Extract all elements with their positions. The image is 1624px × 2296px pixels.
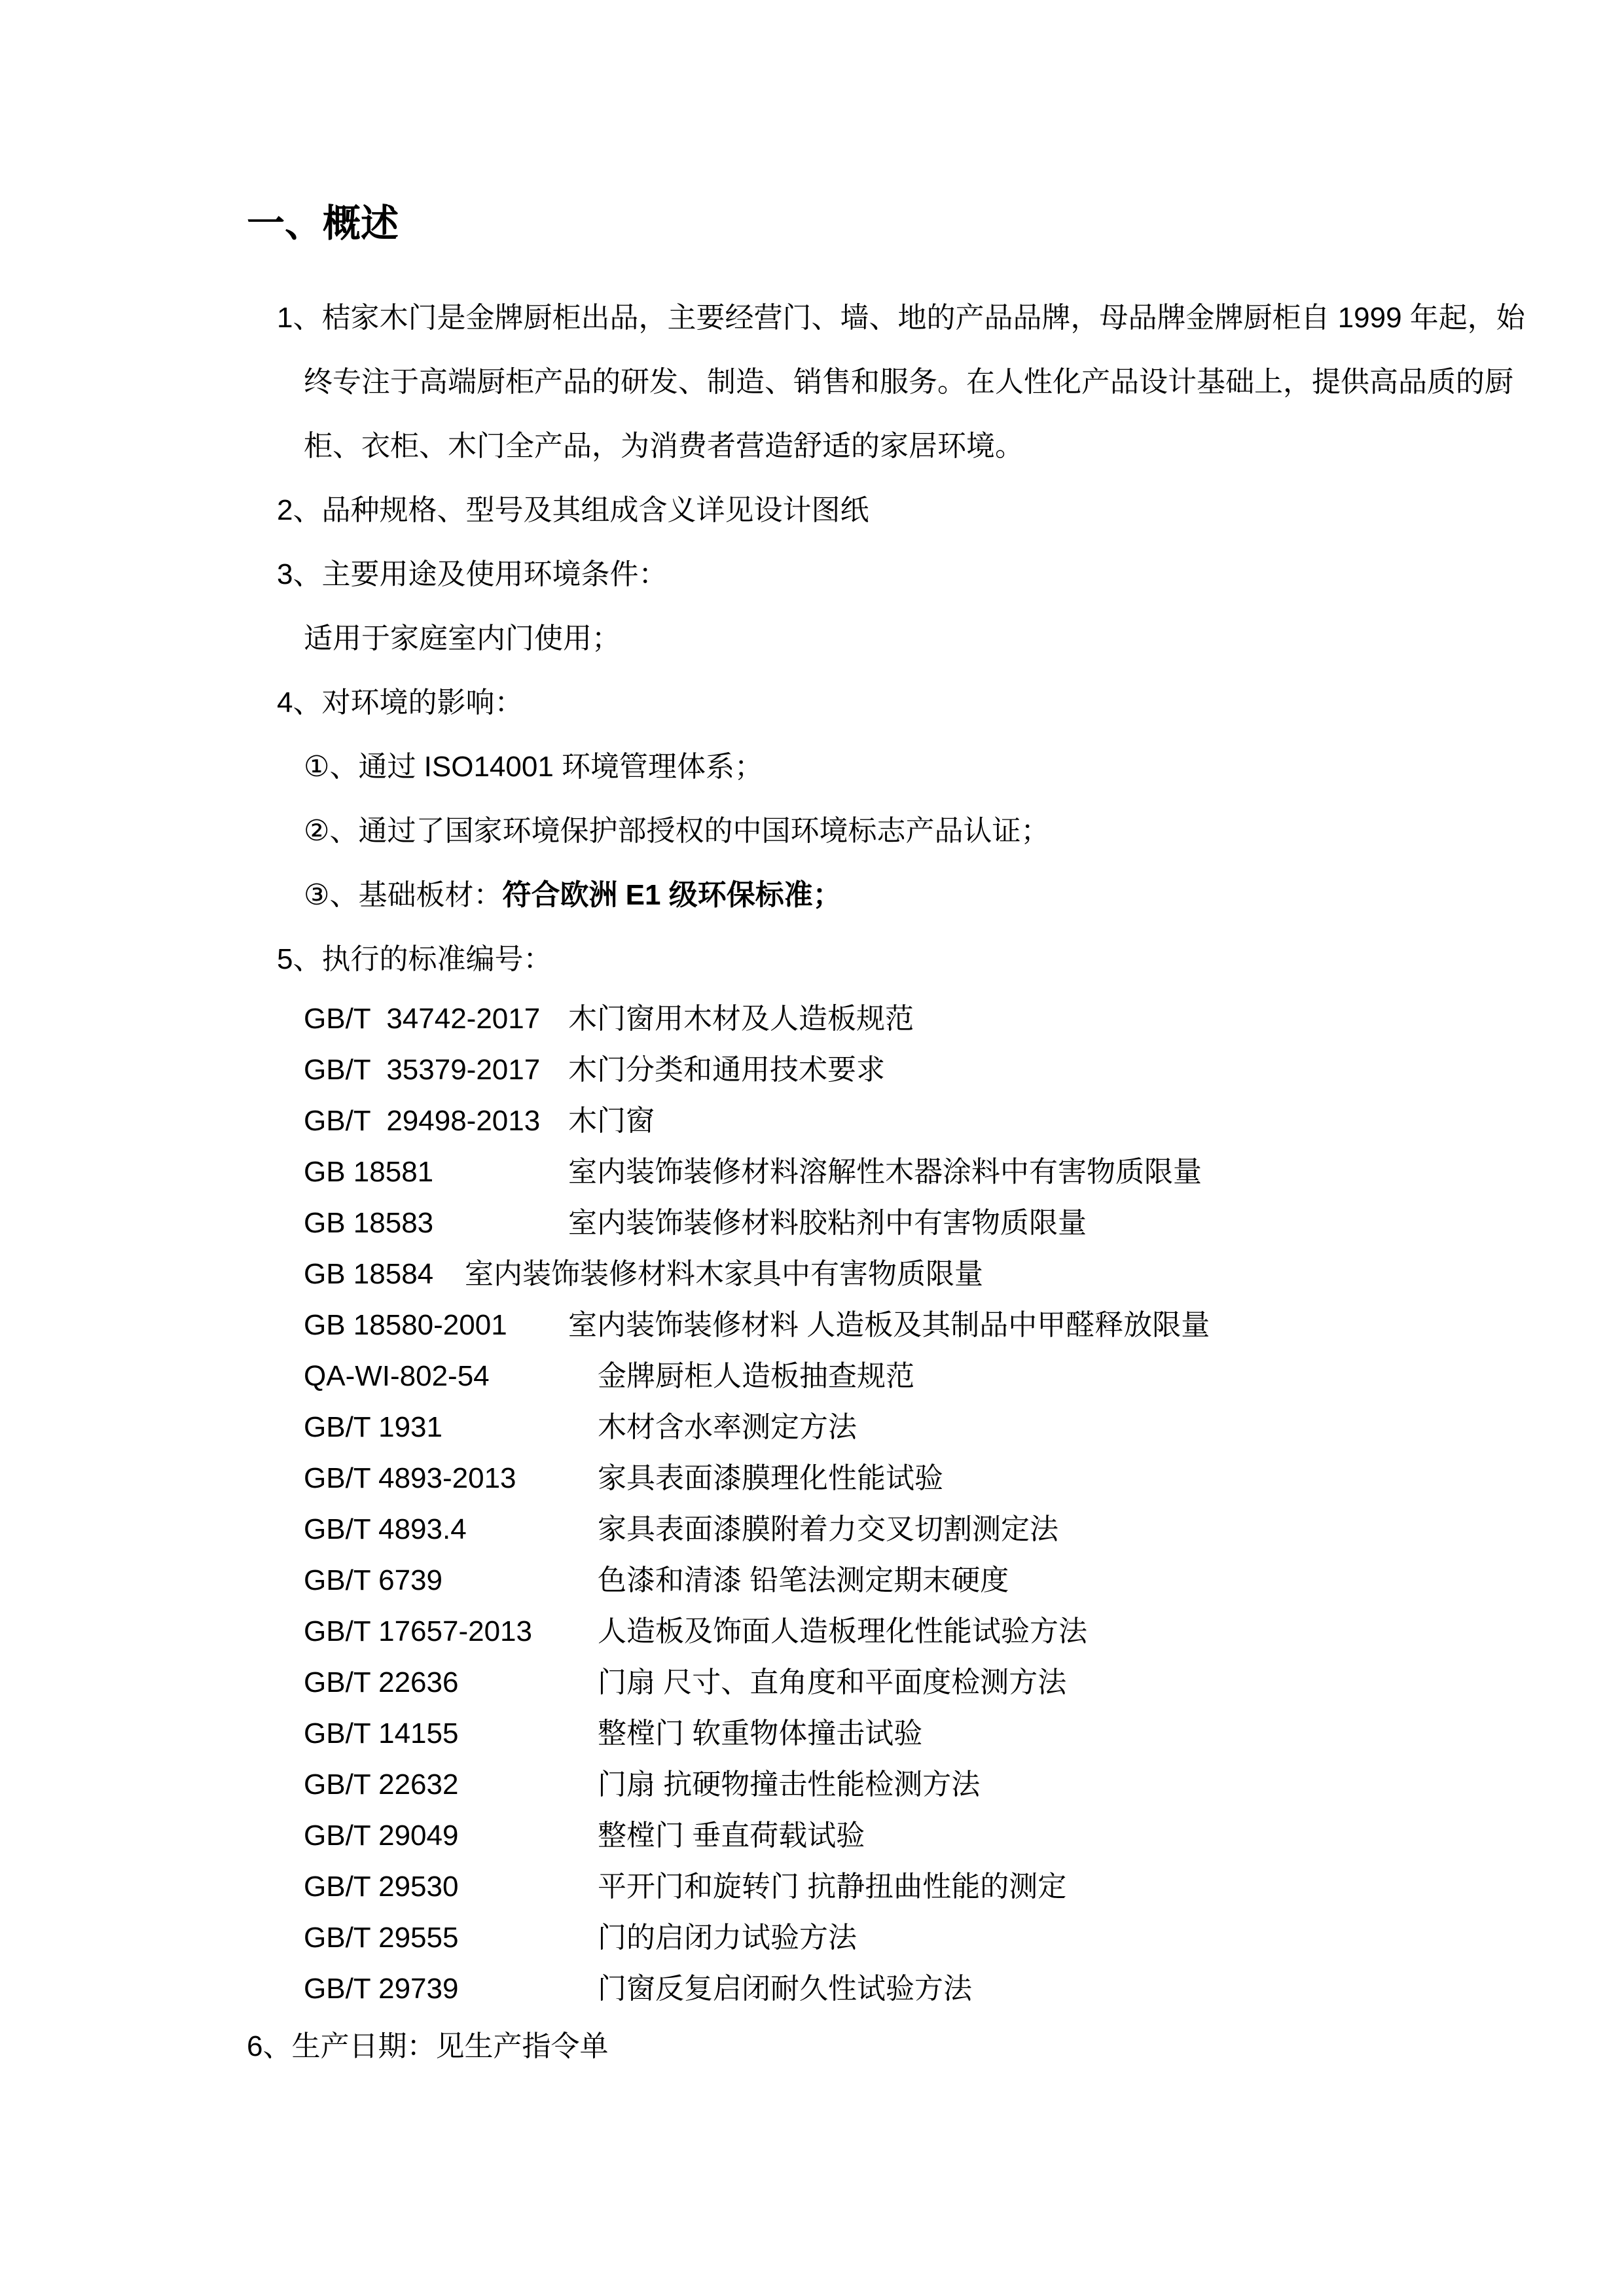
standard-desc: 室内装饰装修材料溶解性木器涂料中有害物质限量	[568, 1156, 1202, 1188]
env-cert-2: ②、通过了国家环境保护部授权的中国环境标志产品认证；	[304, 815, 1050, 847]
standard-desc: 木门窗	[568, 1105, 655, 1137]
standard-code: QA-WI-802-54	[304, 1360, 490, 1392]
standard-desc: 木门窗用木材及人造板规范	[568, 1003, 914, 1035]
standard-code: GB/T 29498-2013	[304, 1105, 541, 1137]
standard-row	[304, 1964, 1624, 2015]
standard-desc: 门的启闭力试验方法	[598, 1922, 857, 1954]
overview-line-1: 1、桔家木门是金牌厨柜出品，主要经营门、墙、地的产品品牌，母品牌金牌厨柜自 1999 年起，始	[277, 302, 1525, 334]
env-cert-3-prefix: ③、基础板材：	[304, 879, 503, 911]
standard-code: GB/T 6739	[304, 1564, 442, 1596]
standard-code: GB/T 35379-2017	[304, 1054, 541, 1086]
standard-desc: 木材含水率测定方法	[598, 1411, 857, 1443]
standard-desc: 室内装饰装修材料 人造板及其制品中甲醛释放限量	[568, 1309, 1210, 1341]
standard-code: GB/T 29530	[304, 1871, 459, 1903]
standard-row	[304, 1198, 1624, 1249]
standard-code: GB/T 4893-2013	[304, 1462, 516, 1494]
standard-row	[304, 1402, 1624, 1453]
standard-row	[304, 1708, 1624, 1759]
standard-desc: 色漆和清漆 铅笔法测定期末硬度	[598, 1564, 1009, 1596]
standard-desc: 门扇 抗硬物撞击性能检测方法	[598, 1768, 981, 1801]
standard-row	[304, 1351, 1624, 1402]
item-3-usage-heading: 3、主要用途及使用环境条件：	[277, 558, 668, 590]
item-6-production-date: 6、生产日期：见生产指令单	[247, 2030, 609, 2062]
standard-code: GB 18583	[304, 1207, 434, 1239]
standard-row	[304, 1861, 1624, 1912]
standard-code: GB/T 14155	[304, 1717, 459, 1749]
env-cert-3-bold: 符合欧洲 E1 级环保标准；	[502, 879, 842, 911]
standard-code: GB 18581	[304, 1156, 434, 1188]
standard-row	[304, 1249, 1624, 1300]
standard-row	[304, 1810, 1624, 1861]
standard-row	[304, 1300, 1624, 1351]
standard-code: GB/T 29049	[304, 1820, 459, 1852]
standard-desc: 门扇 尺寸、直角度和平面度检测方法	[598, 1666, 1067, 1698]
item-2-specs: 2、品种规格、型号及其组成含义详见设计图纸	[277, 494, 869, 526]
standard-code: GB 18580-2001	[304, 1309, 507, 1341]
standard-desc: 平开门和旋转门 抗静扭曲性能的测定	[598, 1871, 1067, 1903]
standard-desc: 整樘门 垂直荷载试验	[598, 1820, 865, 1852]
standard-code: GB/T 1931	[304, 1411, 442, 1443]
standard-desc: 室内装饰装修材料木家具中有害物质限量	[465, 1258, 983, 1290]
standard-code: GB/T 22636	[304, 1666, 459, 1698]
env-cert-3	[304, 863, 1624, 927]
standard-row	[304, 1657, 1624, 1708]
standard-desc: 木门分类和通用技术要求	[568, 1054, 885, 1086]
standards-list	[0, 994, 1624, 2015]
standard-row	[304, 1045, 1624, 1096]
standard-row	[304, 1096, 1624, 1147]
standard-row	[304, 1606, 1624, 1657]
standard-row	[304, 1147, 1624, 1198]
standard-code: GB/T 22632	[304, 1768, 459, 1801]
standard-desc: 整樘门 软重物体撞击试验	[598, 1717, 923, 1749]
standard-code: GB/T 29555	[304, 1922, 459, 1954]
standard-code: GB/T 17657-2013	[304, 1615, 532, 1647]
standard-desc: 室内装饰装修材料胶粘剂中有害物质限量	[568, 1207, 1087, 1239]
standard-desc: 门窗反复启闭耐久性试验方法	[598, 1973, 972, 2005]
item-4-env-heading: 4、对环境的影响：	[277, 687, 524, 719]
env-cert-1: ①、通过 ISO14001 环境管理体系；	[304, 751, 764, 783]
standard-code: GB 18584	[304, 1258, 434, 1290]
item-5-standards-heading: 5、执行的标准编号：	[277, 943, 552, 975]
standard-row	[304, 1453, 1624, 1504]
standard-desc: 金牌厨柜人造板抽查规范	[598, 1360, 914, 1392]
standard-desc: 人造板及饰面人造板理化性能试验方法	[598, 1615, 1087, 1647]
standard-row	[304, 994, 1624, 1045]
standard-desc: 家具表面漆膜理化性能试验	[598, 1462, 943, 1494]
standard-row	[304, 1504, 1624, 1555]
overview-line-2: 终专注于高端厨柜产品的研发、制造、销售和服务。在人性化产品设计基础上，提供高品质的厨	[304, 366, 1513, 398]
standard-code: GB/T 4893.4	[304, 1513, 467, 1545]
standard-code: GB/T 29739	[304, 1973, 459, 2005]
section-title: 一、概述	[247, 202, 399, 245]
standard-row	[304, 1759, 1624, 1810]
standard-row	[304, 1555, 1624, 1606]
standard-row	[304, 1912, 1624, 1964]
standard-code: GB/T 34742-2017	[304, 1003, 541, 1035]
overview-line-3: 柜、衣柜、木门全产品，为消费者营造舒适的家居环境。	[304, 430, 1024, 462]
standard-desc: 家具表面漆膜附着力交叉切割测定法	[598, 1513, 1058, 1545]
item-3-usage-detail: 适用于家庭室内门使用；	[304, 622, 621, 655]
